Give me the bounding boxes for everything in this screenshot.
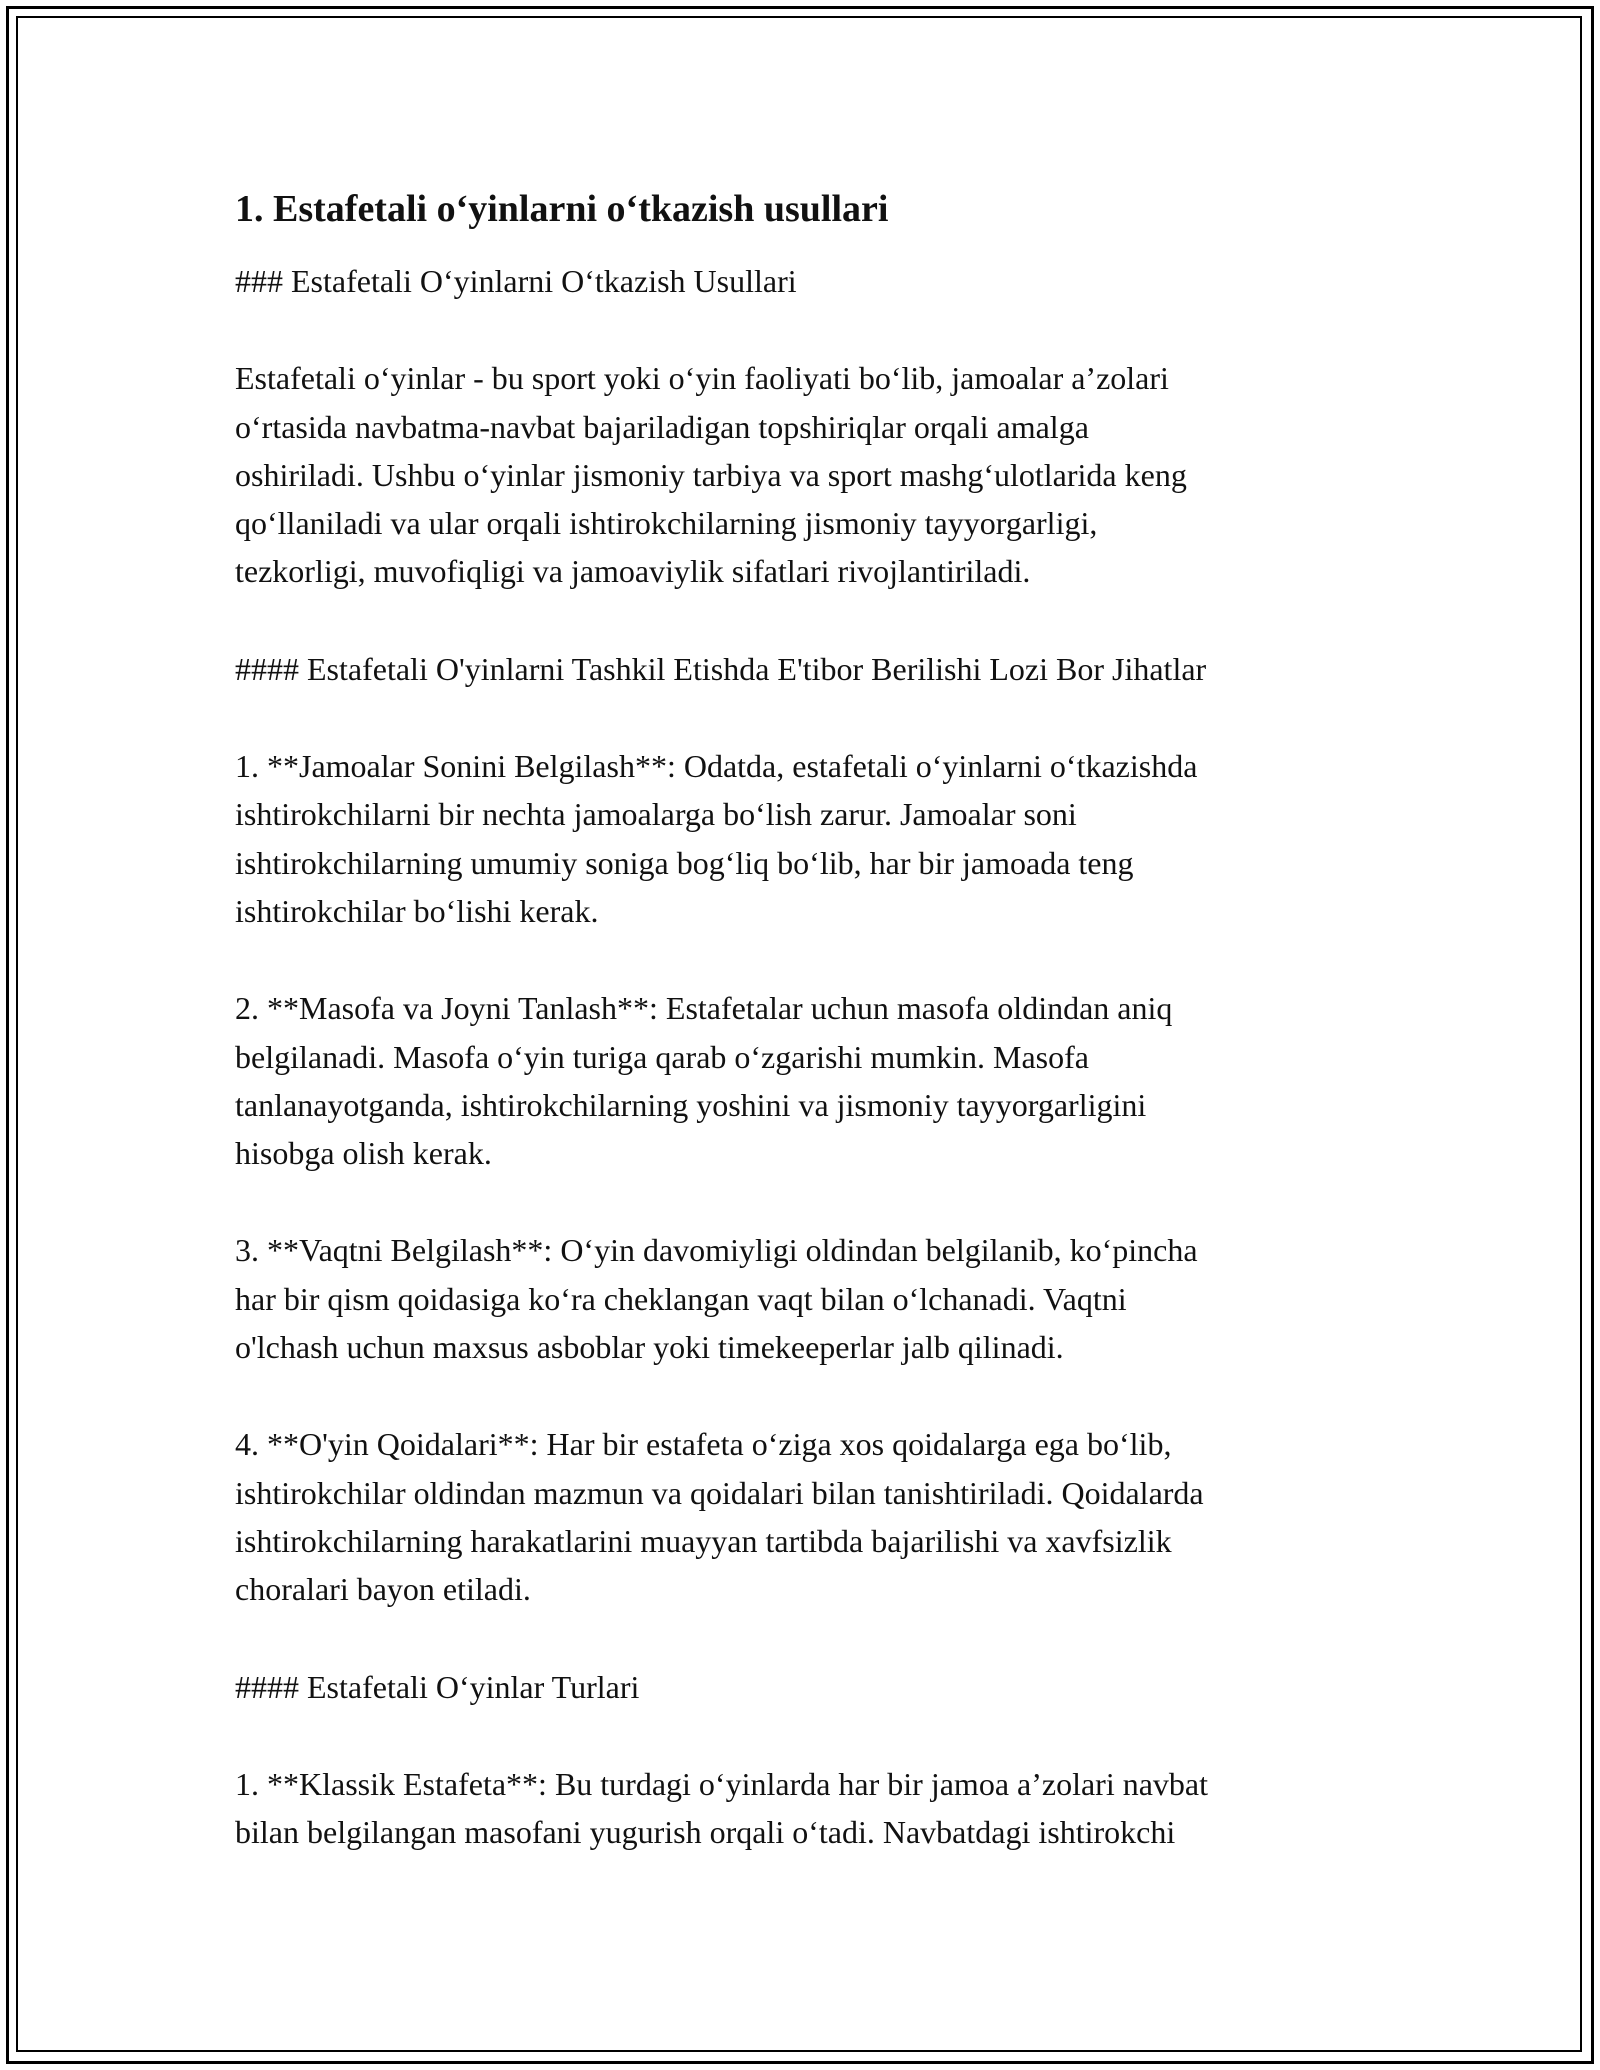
text-line: o'lchash uchun maxsus asboblar yoki timekeeperlar jalb qilinadi. (235, 1329, 1064, 1366)
text-line: 4. **O'yin Qoidalari**: Har bir estafeta o‘ziga xos qoidalarga ega bo‘lib, (235, 1426, 1172, 1463)
text-line: bilan belgilangan masofani yugurish orqali o‘tadi. Navbatdagi ishtirokchi (235, 1814, 1176, 1851)
text-line: choralari bayon etiladi. (235, 1571, 531, 1608)
text-line: oshiriladi. Ushbu o‘yinlar jismoniy tarbiya va sport mashg‘ulotlarida keng (235, 456, 1187, 493)
text-line: 2. **Masofa va Joyni Tanlash**: Estafetalar uchun masofa oldindan aniq (235, 990, 1173, 1027)
text-line: #### Estafetali O'yinlarni Tashkil Etishda E'tibor Berilishi Lozi Bor Jihatlar (235, 650, 1207, 687)
text-line: 1. **Jamoalar Sonini Belgilash**: Odatda, estafetali o‘yinlarni o‘tkazishda (235, 748, 1198, 785)
text-line: ishtirokchilarning umumiy soniga bog‘liq bo‘lib, har bir jamoada teng (235, 844, 1134, 881)
text-line: ishtirokchilarning harakatlarini muayyan tartibda bajarilishi va xavfsizlik (235, 1522, 1172, 1559)
text-line: ishtirokchilar bo‘lishi kerak. (235, 892, 599, 929)
text-line: har bir qism qoidasiga ko‘ra cheklangan vaqt bilan o‘lchanadi. Vaqtni (235, 1280, 1127, 1317)
text-line: tezkorligi, muvofiqligi va jamoaviylik sifatlari rivojlantiriladi. (235, 553, 1031, 590)
text-line: 3. **Vaqtni Belgilash**: O‘yin davomiyligi oldindan belgilanib, ko‘pincha (235, 1232, 1198, 1269)
text-line: qo‘llaniladi va ular orqali ishtirokchilarning jismoniy tayyorgarligi, (235, 505, 1098, 542)
text-line: #### Estafetali O‘yinlar Turlari (235, 1668, 640, 1705)
subheading-types (235, 1663, 1365, 1711)
text-line: ### Estafetali O‘yinlarni O‘tkazish Usullari (235, 263, 797, 299)
document-title: 1. Estafetali o‘yinlarni o‘tkazish usullari (235, 188, 889, 230)
text-line: hisobga olish kerak. (235, 1135, 492, 1172)
text-line: 1. **Klassik Estafeta**: Bu turdagi o‘yinlarda har bir jamoa a’zolari navbat (235, 1765, 1209, 1802)
text-line: belgilanadi. Masofa o‘yin turiga qarab o‘zgarishi mumkin. Masofa (235, 1038, 1089, 1075)
text-line: ishtirokchilarni bir nechta jamoalarga bo‘lish zarur. Jamoalar soni (235, 796, 1077, 833)
list-item-classic (235, 1760, 1365, 1857)
subheading-organization (235, 645, 1365, 693)
text-line: o‘rtasida navbatma-navbat bajariladigan topshiriqlar orqali amalga (235, 408, 1089, 445)
text-line: ishtirokchilar oldindan mazmun va qoidalari bilan tanishtiriladi. Qoidalarda (235, 1474, 1204, 1511)
text-line: Estafetali o‘yinlar - bu sport yoki o‘yin faoliyati bo‘lib, jamoalar a’zolari (235, 360, 1169, 397)
document-body (235, 185, 1365, 1905)
paragraph-intro (235, 354, 1365, 595)
text-line: tanlanayotganda, ishtirokchilarning yoshini va jismoniy tayyorgarligini (235, 1086, 1147, 1123)
list-item-2 (235, 984, 1365, 1177)
list-item-3 (235, 1226, 1365, 1371)
list-item-4 (235, 1420, 1365, 1613)
list-item-1 (235, 742, 1365, 935)
subheading-methods (235, 257, 1365, 305)
